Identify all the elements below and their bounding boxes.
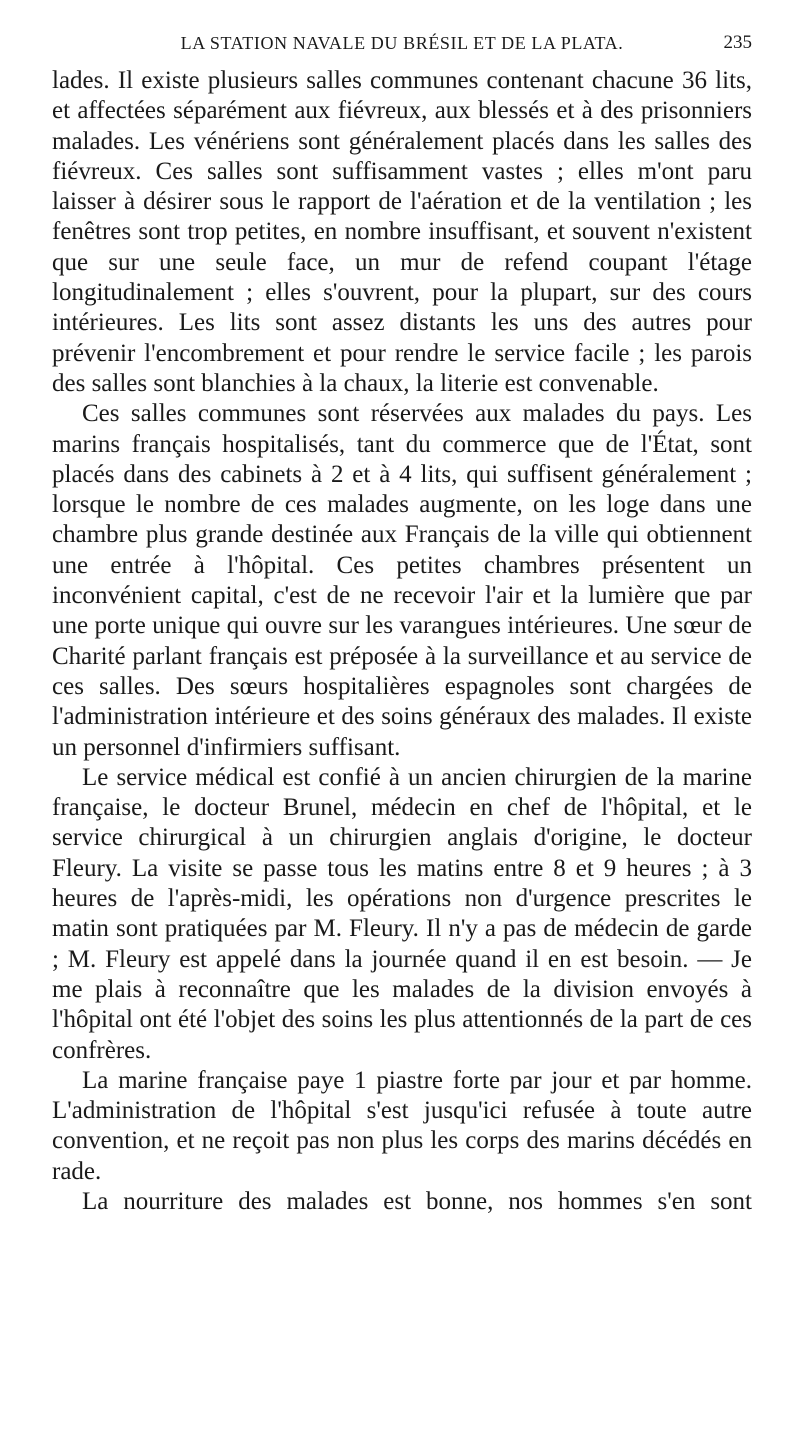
book-page — [52, 28, 752, 1217]
paragraph: La marine française paye 1 piastre forte par jour et par homme. L'administration de l'hôpital s'est jusqu'ici refusée à toute autre convention, et ne reçoit pas non plus les corps des marins décédés en rade. — [52, 1066, 752, 1185]
running-head — [52, 28, 752, 58]
paragraph: Ces salles communes sont réservées aux malades du pays. Les marins français hospitalisés, tant du commerce que de l'État, sont placés dans des cabinets à 2 et à 4 lits, qui suffisent généralement ; lorsque le nombre de ces malades augmente, on les loge dans une chambre plus grande destinée aux Français de la ville qui obtiennent une entrée à l'hôpital. Ces petites chambres présentent un inconvénient capital, c'est de ne recevoir l'air et la lumière que par une porte unique qui ouvre sur les varangues intérieures. Une sœur de Charité parlant français est préposée à la surveillance et au service de ces salles. Des sœurs hospitalières espagnoles sont chargées de l'administration intérieure et des soins généraux des malades. Il existe un personnel d'infirmiers suffisant. — [52, 400, 752, 761]
page-number: 235 — [723, 32, 752, 53]
paragraph: Le service médical est confié à un ancien chirurgien de la marine française, le docteur Brunel, médecin en chef de l'hôpital, et le service chirurgical à un chirurgien anglais d'origine, le docteur Fleury. La visite se passe tous les matins entre 8 et 9 heures ; à 3 heures de l'après-midi, les opérations non d'urgence prescrites le matin sont pratiquées par M. Fleury. Il n'y a pas de médecin de garde ; M. Fleury est appelé dans la journée quand il en est besoin. — Je me plais à reconnaître que les malades de la division envoyés à l'hôpital ont été l'objet des soins les plus attentionnés de la part de ces confrères. — [52, 763, 752, 1064]
running-title: LA STATION NAVALE DU BRÉSIL ET DE LA PLATA. — [180, 33, 624, 53]
body-text — [52, 66, 752, 1217]
paragraph: lades. Il existe plusieurs salles communes contenant chacune 36 lits, et affectées séparément aux fiévreux, aux blessés et à des prisonniers malades. Les vénériens sont généralement placés dans les salles des fiévreux. Ces salles sont suffisamment vastes ; elles m'ont paru laisser à désirer sous le rapport de l'aération et de la ventilation ; les fenêtres sont trop petites, en nombre insuffisant, et souvent n'existent que sur une seule face, un mur de refend coupant l'étage longitudinalement ; elles s'ouvrent, pour la plupart, sur des cours intérieures. Les lits sont assez distants les uns des autres pour prévenir l'encombrement et pour rendre le service facile ; les parois des salles sont blanchies à la chaux, la literie est convenable. — [52, 67, 752, 397]
paragraph: La nourriture des malades est bonne, nos hommes s'en sont — [82, 1187, 752, 1215]
